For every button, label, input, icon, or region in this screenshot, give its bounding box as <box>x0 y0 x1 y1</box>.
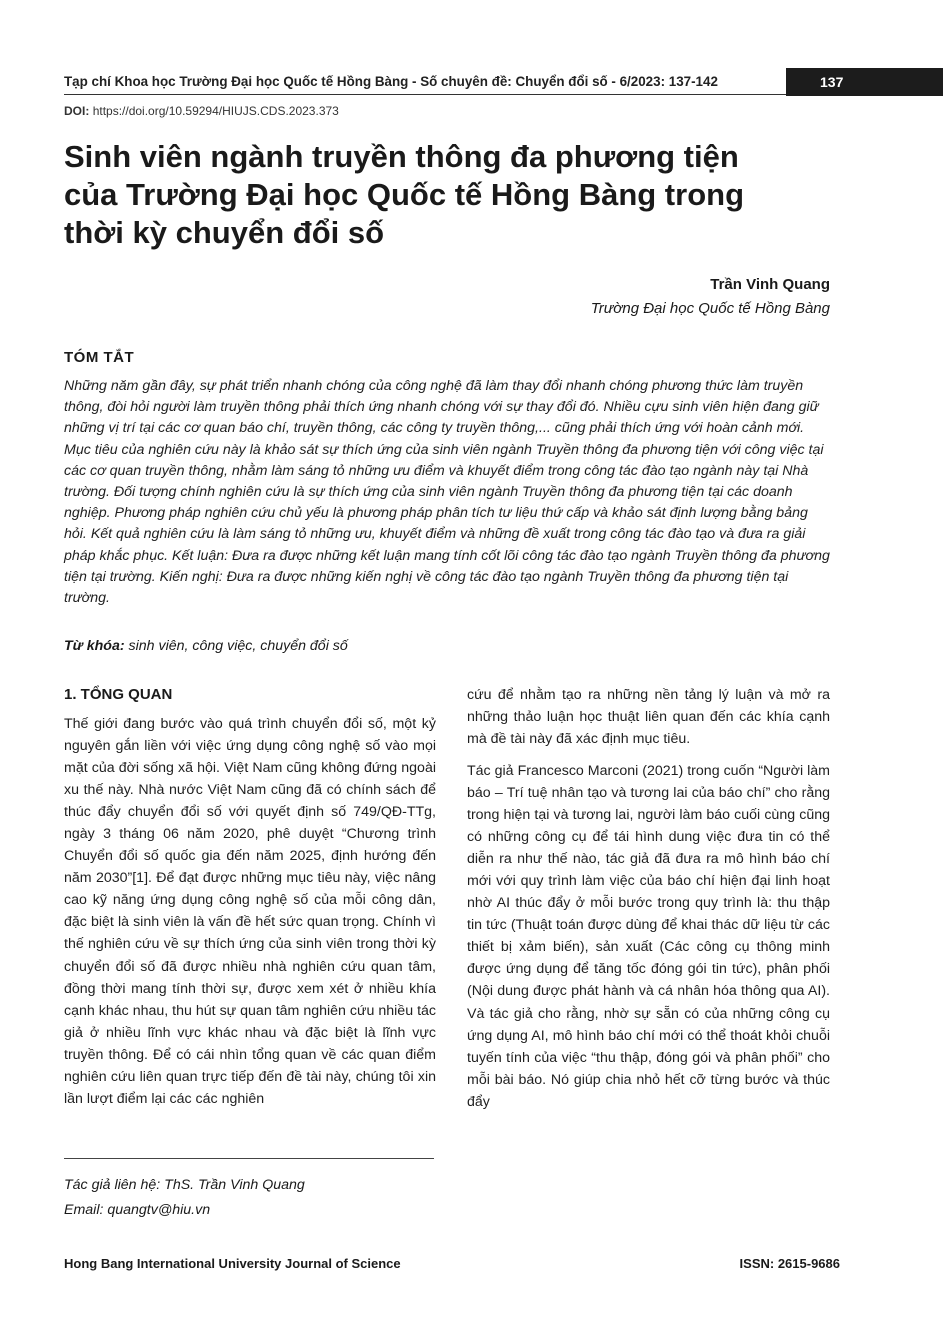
doi-line <box>64 104 339 118</box>
title-line-2: của Trường Đại học Quốc tế Hồng Bàng trong <box>64 177 745 212</box>
section-heading: 1. TỔNG QUAN <box>64 686 173 703</box>
footer-journal: Hong Bang International University Journal of Science <box>64 1256 401 1271</box>
article-title <box>64 138 864 252</box>
doi-link[interactable]: https://doi.org/10.59294/HIUJS.CDS.2023.373 <box>92 104 339 118</box>
author-name: Trần Vinh Quang <box>710 276 830 293</box>
title-line-1: Sinh viên ngành truyền thông đa phương tiện <box>64 139 739 174</box>
body-paragraph: cứu để nhằm tạo ra những nền tảng lý luận và mở ra những thảo luận học thuật liên quan đến các khía cạnh mà đề tài này đã xác định mục tiêu. <box>467 687 830 748</box>
keywords-value: sinh viên, công việc, chuyển đổi số <box>128 638 348 654</box>
body-paragraph: Thế giới đang bước vào quá trình chuyển đổi số, một kỷ nguyên gắn liền với việc ứng dụng công nghệ số vào mọi mặt của đời sống xã hội. Việt Nam cũng không đứng ngoài xu thế này. Nhà nước Việt Nam cũng đã có chính sách để thúc đẩy chuyển đổi số với quyết định số 749/QĐ-TTg, ngày 3 tháng 06 năm 2020, phê duyệt “Chương trình Chuyển đổi số quốc gia đến năm 2025, định hướng đến năm 2030”[1]. Để đạt được những mục tiêu này, việc nâng cao kỹ năng ứng dụng công nghệ số của mỗi công dân, đặc biệt là sinh viên là vấn đề hết sức quan trọng. Chính vì thế nghiên cứu về sự thích ứng của sinh viên trong thời kỳ chuyển đổi số đã được nhiều nhà nghiên cứu quan tâm, đồng thời mang tính thời sự, được xem xét ở nhiều khía cạnh khác nhau, thu hút sự quan tâm nghiên cứu nhiều tác giả ở nhiều lĩnh vực khác nhau và đặc biệt là lĩnh vực truyền thông. Để có cái nhìn tổng quan về các quan điểm nghiên cứu liên quan trực tiếp đến đề tài này, chúng tôi xin lần lượt điểm lại các các nghiên <box>64 716 436 1107</box>
left-column <box>64 713 436 1110</box>
footnote-rule <box>64 1158 434 1159</box>
abstract-body: Những năm gần đây, sự phát triển nhanh chóng của công nghệ đã làm thay đổi nhanh chóng phương thức làm truyền thông, đòi hỏi người làm truyền thông phải thích ứng nhanh chóng với sự thay đổi đó. Nhiều cựu sinh viên hiện đang giữ những vị trí tại các cơ quan báo chí, truyền thông, các công ty truyền thông,... cũng phải thích ứng với hoàn cảnh mới. Mục tiêu của nghiên cứu này là khảo sát sự thích ứng của sinh viên ngành Truyền thông đa phương tiện với công việc tại các cơ quan truyền thông, nhằm làm sáng tỏ những ưu điểm và khuyết điểm trong công tác đào tạo ngành này tại Nhà trường. Đối tượng chính nghiên cứu là sự thích ứng của sinh viên ngành Truyền thông đa phương tiện tại các doanh nghiệp. Phương pháp nghiên cứu chủ yếu là phương pháp phân tích tư liệu thứ cấp và khảo sát định lượng bằng bảng hỏi. Kết quả nghiên cứu là làm sáng tỏ những ưu, khuyết điểm và những đề xuất trong công tác đào tạo và đưa ra giải pháp khắc phục. Kết luận: Đưa ra được những kết luận mang tính cốt lõi công tác đào tạo ngành Truyền thông đa phương tiện tại trường. Kiến nghị: Đưa ra được những kiến nghị về công tác đào tạo ngành Truyền thông đa phương tiện tại trường. <box>64 378 830 607</box>
journal-header: Tạp chí Khoa học Trường Đại học Quốc tế Hồng Bàng - Số chuyên đề: Chuyển đổi số - 6/2023: 137-142 <box>64 74 718 89</box>
footnote-author: Tác giả liên hệ: ThS. Trần Vinh Quang <box>64 1177 305 1193</box>
abstract-heading: TÓM TẮT <box>64 349 135 366</box>
keywords-label: Từ khóa: <box>64 638 125 654</box>
footer-issn: ISSN: 2615-9686 <box>739 1256 840 1271</box>
right-column-paragraph-1 <box>467 684 830 750</box>
keywords-line <box>64 638 348 654</box>
title-line-3: thời kỳ chuyển đổi số <box>64 215 385 250</box>
footnote-email[interactable]: Email: quangtv@hiu.vn <box>64 1202 211 1218</box>
author-affiliation: Trường Đại học Quốc tế Hồng Bàng <box>590 300 830 317</box>
page-number: 137 <box>786 68 943 96</box>
doi-label: DOI: <box>64 104 90 118</box>
header-rule <box>64 94 786 95</box>
right-column-paragraph-2 <box>467 760 830 1113</box>
body-paragraph: Tác giả Francesco Marconi (2021) trong cuốn “Người làm báo – Trí tuệ nhân tạo và tương lai của báo chí” cho rằng trong hiện tại và tương lai, người làm báo cuối cùng cũng có những công cụ để tái hình dung việc đưa tin có thể diễn ra như thế nào, tác giả đã đưa ra mô hình báo chí mới với quy trình làm việc của báo chí hiện đại linh hoạt nhờ AI thúc đẩy ở mỗi bước trong quy trình là: thu thập tin tức (Thuật toán được dùng để khai thác dữ liệu từ các thiết bị xảm biến), sản xuất (Các công cụ thông minh được ứng dụng để tăng tốc đóng gói tin tức), phân phối (Nội dung được phát hành và cá nhân hóa thông qua AI). Và tác giả cho rằng, nhờ sự sẵn có của những công cụ ứng dụng AI, mô hình báo chí mới có thể thoát khỏi chuỗi tuyến tính của việc “thu thập, đóng gói và phân phối” cho mỗi bài báo. Nó giúp chia nhỏ hết cỡ từng bước và thúc đẩy <box>467 763 830 1110</box>
